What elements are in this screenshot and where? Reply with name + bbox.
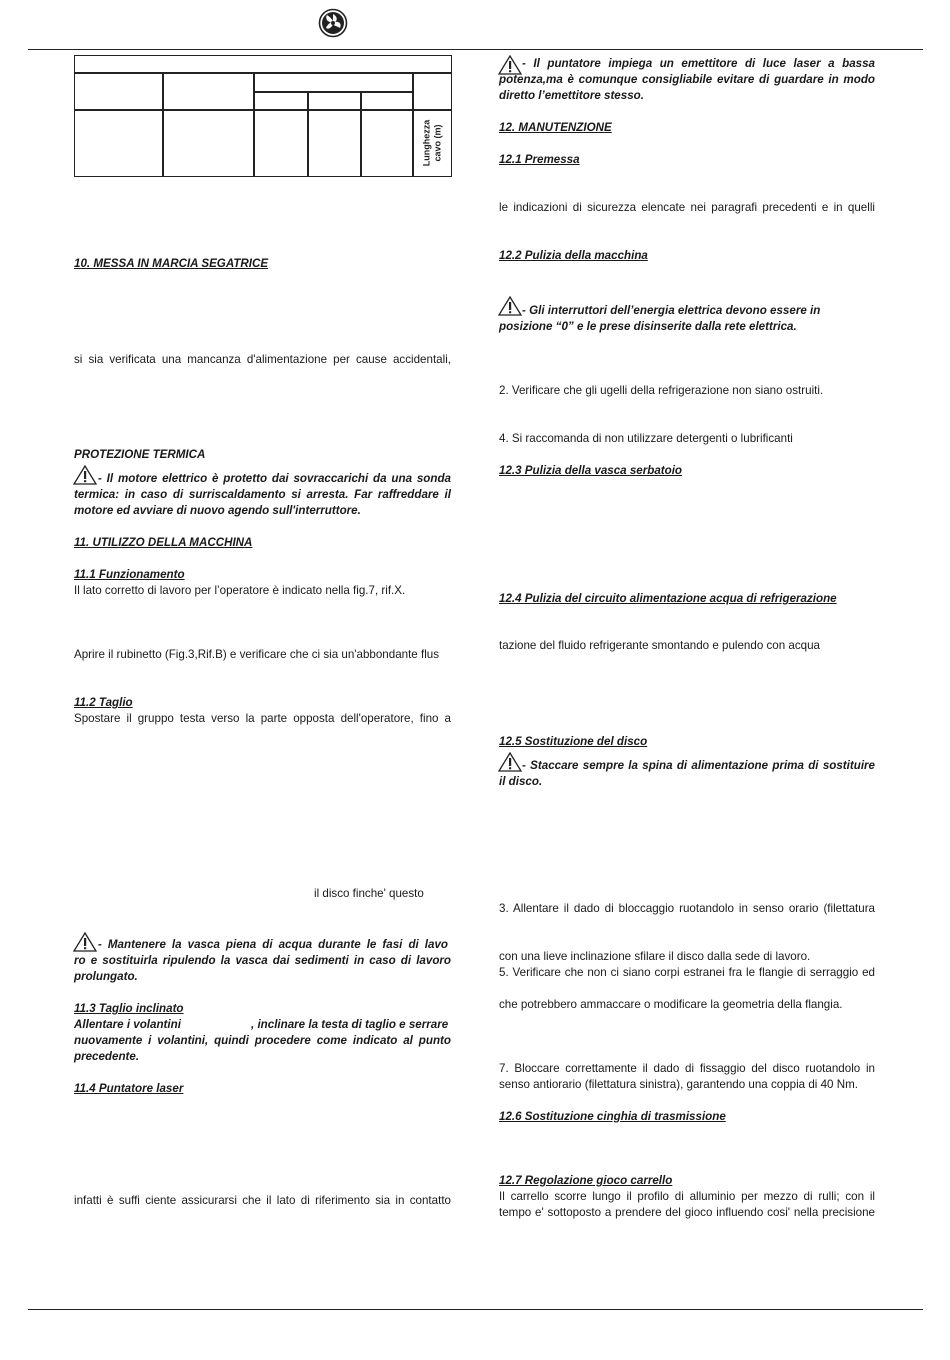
paragraph: infatti è suffi ciente assicurarsi che il lato di riferimento sia in contatto bbox=[74, 1194, 451, 1207]
warning-text: - Mantenere la vasca piena di acqua durante le fasi di lavo bbox=[98, 938, 448, 951]
table-line bbox=[253, 91, 412, 93]
paragraph: 2. Verificare che gli ugelli della refrigerazione non siano ostruiti. bbox=[499, 384, 824, 397]
paragraph: 5. Verificare che non ci siano corpi estranei fra le flangie di serraggio ed bbox=[499, 966, 875, 979]
brand-logo-icon bbox=[318, 8, 348, 38]
paragraph: con una lieve inclinazione sfilare il disco dalla sede di lavoro. bbox=[499, 950, 811, 963]
section-heading: 11.4 Puntatore laser bbox=[74, 1082, 184, 1095]
warning-text: posizione “0” e le prese disinserite dalla rete elettrica. bbox=[499, 320, 797, 333]
warning-text: motore ed avviare di nuovo agendo sull'interruttore. bbox=[74, 504, 361, 517]
paragraph: Il carrello scorre lungo il profilo di alluminio per mezzo di rulli; con il bbox=[499, 1190, 875, 1203]
table-line bbox=[307, 91, 309, 177]
warning-triangle-icon bbox=[73, 932, 97, 952]
warning-text: diretto l’emettitore stesso. bbox=[499, 89, 644, 102]
table-header-cable-length bbox=[414, 112, 450, 174]
warning-text: il disco. bbox=[499, 775, 543, 788]
warning-triangle-icon bbox=[498, 752, 522, 772]
section-heading: 12. MANUTENZIONE bbox=[499, 121, 612, 134]
paragraph: Spostare il gruppo testa verso la parte opposta dell'operatore, fino a bbox=[74, 712, 451, 725]
section-heading: 11.1 Funzionamento bbox=[74, 568, 185, 581]
section-heading: 12.2 Pulizia della macchina bbox=[499, 249, 648, 262]
table-line bbox=[253, 72, 255, 177]
footer-rule bbox=[28, 1309, 923, 1310]
paragraph: tempo e' sottoposto a prendere del gioco influendo cosi' nella precisione bbox=[499, 1206, 875, 1219]
section-heading: 12.4 Pulizia del circuito alimentazione acqua di refrigerazione bbox=[499, 592, 837, 605]
paragraph: , inclinare la testa di taglio e serrare bbox=[251, 1018, 449, 1031]
section-heading: 11. UTILIZZO DELLA MACCHINA bbox=[74, 536, 253, 549]
paragraph: senso antiorario (filettatura sinistra), garantendo una coppia di 40 Nm. bbox=[499, 1078, 858, 1091]
section-heading: 10. MESSA IN MARCIA SEGATRICE bbox=[74, 257, 269, 270]
section-heading: 12.7 Regolazione gioco carrello bbox=[499, 1174, 673, 1187]
section-heading: 12.3 Pulizia della vasca serbatoio bbox=[499, 464, 683, 477]
warning-triangle-icon bbox=[73, 465, 97, 485]
section-heading: 12.5 Sostituzione del disco bbox=[499, 735, 648, 748]
section-heading: 12.1 Premessa bbox=[499, 153, 580, 166]
section-heading: 11.2 Taglio bbox=[74, 696, 133, 709]
warning-text: termica: in caso di surriscaldamento si arresta. Far raffreddare il bbox=[74, 488, 451, 501]
paragraph: Aprire il rubinetto (Fig.3,Rif.B) e verificare che ci sia un'abbondante flus bbox=[74, 648, 440, 661]
paragraph: 3. Allentare il dado di bloccaggio ruotandolo in senso orario (filettatura bbox=[499, 902, 875, 915]
paragraph: nuovamente i volantini, quindi procedere come indicato al punto bbox=[74, 1034, 451, 1047]
warning-text: potenza,ma è comunque consigliabile evitare di guardare in modo bbox=[499, 73, 875, 86]
paragraph: le indicazioni di sicurezza elencate nei paragrafi precedenti e in quelli bbox=[499, 201, 875, 214]
table-line bbox=[74, 109, 452, 111]
paragraph: precedente. bbox=[74, 1050, 140, 1063]
table-line bbox=[360, 91, 362, 177]
paragraph: 4. Si raccomanda di non utilizzare detergenti o lubrificanti bbox=[499, 432, 793, 445]
table-line bbox=[74, 72, 452, 74]
paragraph: tazione del fluido refrigerante smontando e pulendo con acqua bbox=[499, 639, 820, 652]
section-heading: 12.6 Sostituzione cinghia di trasmissione bbox=[499, 1110, 726, 1123]
paragraph: Il lato corretto di lavoro per l’operatore è indicato nella fig.7, rif.X. bbox=[74, 584, 406, 597]
warning-text: - Staccare sempre la spina di alimentazione prima di sostituire bbox=[522, 759, 875, 772]
paragraph: che potrebbero ammaccare o modificare la geometria della flangia. bbox=[499, 998, 843, 1011]
warning-text: prolungato. bbox=[74, 970, 138, 983]
paragraph: il disco finche' questo bbox=[314, 887, 424, 900]
section-heading: 11.3 Taglio inclinato bbox=[74, 1002, 184, 1015]
header-rule bbox=[28, 49, 923, 50]
table-header-text: Lunghezza cavo (m) bbox=[421, 119, 442, 167]
warning-text: ro e sostituirla ripulendo la vasca dai sedimenti in caso di lavoro bbox=[74, 954, 451, 967]
subheading: PROTEZIONE TERMICA bbox=[74, 448, 206, 461]
paragraph: si sia verificata una mancanza d'alimentazione per cause accidentali, bbox=[74, 353, 451, 366]
warning-text: - Il puntatore impiega un emettitore di luce laser a bassa bbox=[522, 57, 875, 70]
warning-text: - Gli interruttori dell’energia elettrica devono essere in bbox=[522, 304, 821, 317]
paragraph: 7. Bloccare correttamente il dado di fissaggio del disco ruotandolo in bbox=[499, 1062, 875, 1075]
warning-triangle-icon bbox=[498, 296, 522, 316]
warning-text: - Il motore elettrico è protetto dai sovraccarichi da una sonda bbox=[98, 472, 451, 485]
paragraph: Allentare i volantini bbox=[74, 1018, 181, 1031]
table-line bbox=[162, 72, 164, 177]
